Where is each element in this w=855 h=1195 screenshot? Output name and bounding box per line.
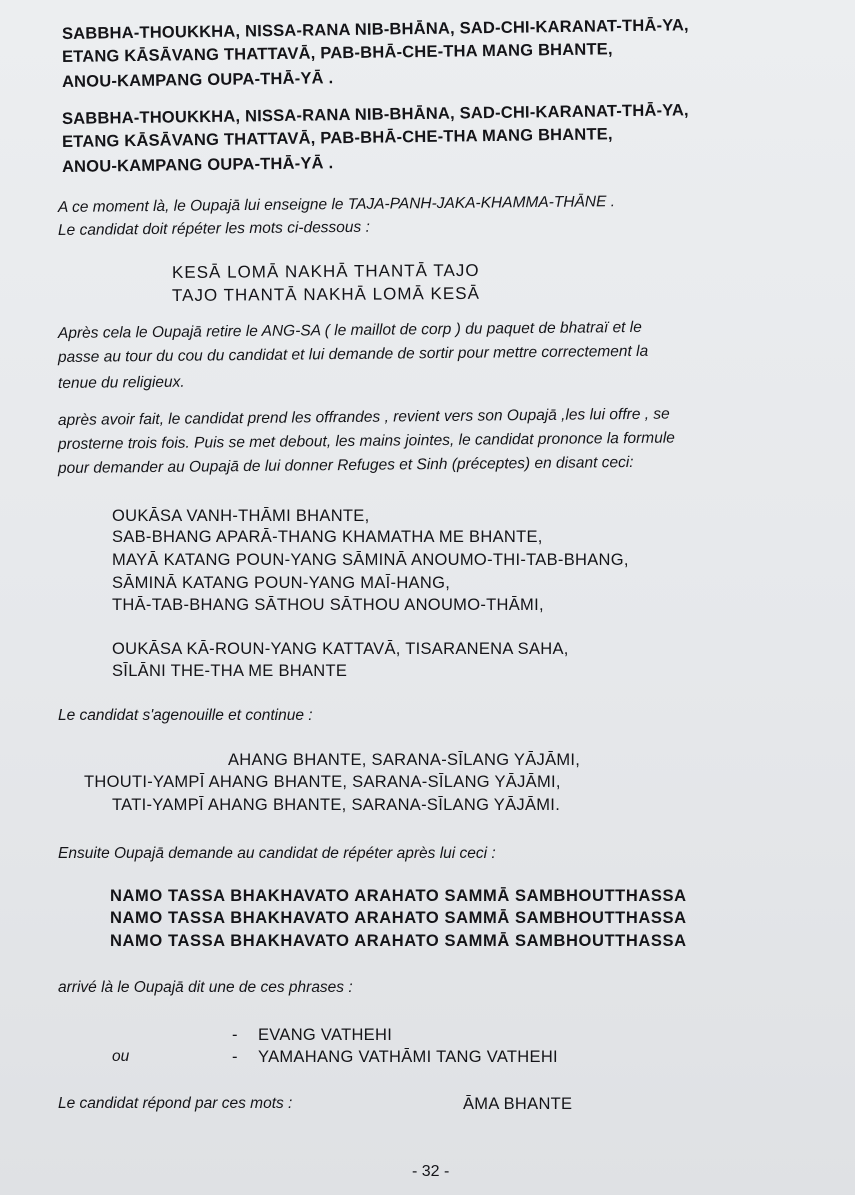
refuge-line: AHANG BHANTE, SARANA-SĪLANG YĀJĀMI, [228,751,581,769]
kesa-line: TAJO THANTĀ NAKHĀ LOMĀ KESĀ [171,283,480,305]
paragraph-line: Après cela le Oupajā retire le ANG-SA ( le maillot de corp ) du paquet de bhatraï et le [57,318,642,342]
instruction-line: Ensuite Oupajā demande au candidat de répéter après lui ceci : [58,845,496,862]
refuge-line: TATI-YAMPĪ AHANG BHANTE, SARANA-SĪLANG YĀJĀMI. [112,796,561,814]
formula-line: SĪLĀNI THE-THA ME BHANTE [112,662,348,680]
formula-line: SĀMINĀ KATANG POUN-YANG MAĪ-HANG, [112,574,451,592]
answer-line: ĀMA BHANTE [463,1095,573,1113]
mantra-line: ETANG KĀSĀVANG THATTAVĀ, PAB-BHĀ-CHE-THA MANG BHANTE, [61,40,613,66]
instruction-line: arrivé là le Oupajā dit une de ces phrases : [58,979,353,996]
formula-line: OUKĀSA VANH-THĀMI BHANTE, [112,507,370,525]
phrase-evang: EVANG VATHEHI [258,1026,393,1044]
mantra-line: ANOU-KAMPANG OUPA-THĀ-YĀ . [61,154,334,176]
mantra-line: SABBHA-THOUKKHA, NISSA-RANA NIB-BHĀNA, SAD-CHI-KARANAT-THĀ-YA, [61,16,689,43]
mantra-line: ETANG KĀSĀVANG THATTAVĀ, PAB-BHĀ-CHE-THA MANG BHANTE, [61,125,613,151]
formula-line: MAYĀ KATANG POUN-YANG SĀMINĀ ANOUMO-THI-TAB-BHANG, [112,551,629,569]
phrase-yamahang: YAMAHANG VATHĀMI TANG VATHEHI [258,1048,558,1066]
phrase-dash: - [232,1026,238,1044]
intro-line: Le candidat doit répéter les mots ci-dessous : [57,218,370,239]
namo-line: NAMO TASSA BHAKHAVATO ARAHATO SAMMĀ SAMBHOUTTHASSA [110,887,687,905]
paragraph-line: tenue du religieux. [57,373,185,392]
formula-line: THĀ-TAB-BHANG SĀTHOU SĀTHOU ANOUMO-THĀMI, [112,596,544,614]
page-number: - 32 - [412,1163,450,1180]
mantra-line: SABBHA-THOUKKHA, NISSA-RANA NIB-BHĀNA, SAD-CHI-KARANAT-THĀ-YA, [61,101,689,128]
paragraph-line: pour demander au Oupajā de lui donner Refuges et Sinh (préceptes) en disant ceci: [57,453,634,477]
phrase-ou: ou [112,1048,130,1065]
paragraph-line: après avoir fait, le candidat prend les offrandes , revient vers son Oupajā ,les lui offre , se [57,405,670,429]
instruction-line: Le candidat s'agenouille et continue : [58,707,313,724]
paragraph-line: prosterne trois fois. Puis se met debout, les mains jointes, le candidat prononce la formule [57,429,675,453]
refuge-line: THOUTI-YAMPĪ AHANG BHANTE, SARANA-SĪLANG YĀJĀMI, [84,773,561,791]
intro-line: A ce moment là, le Oupajā lui enseigne le TAJA-PANH-JAKA-KHAMMA-THĀNE . [57,193,616,216]
formula-line: SAB-BHANG APARĀ-THANG KHAMATHA ME BHANTE, [112,528,543,546]
mantra-line: ANOU-KAMPANG OUPA-THĀ-YĀ . [61,69,334,91]
instruction-line: Le candidat répond par ces mots : [58,1095,293,1112]
formula-line: OUKĀSA KĀ-ROUN-YANG KATTAVĀ, TISARANENA SAHA, [112,640,569,658]
paragraph-line: passe au tour du cou du candidat et lui demande de sortir pour mettre correctement la [57,342,649,366]
namo-line: NAMO TASSA BHAKHAVATO ARAHATO SAMMĀ SAMBHOUTTHASSA [110,932,687,950]
namo-line: NAMO TASSA BHAKHAVATO ARAHATO SAMMĀ SAMBHOUTTHASSA [110,909,687,927]
kesa-line: KESĀ LOMĀ NAKHĀ THANTĀ TAJO [171,260,480,282]
phrase-dash: - [232,1048,238,1066]
